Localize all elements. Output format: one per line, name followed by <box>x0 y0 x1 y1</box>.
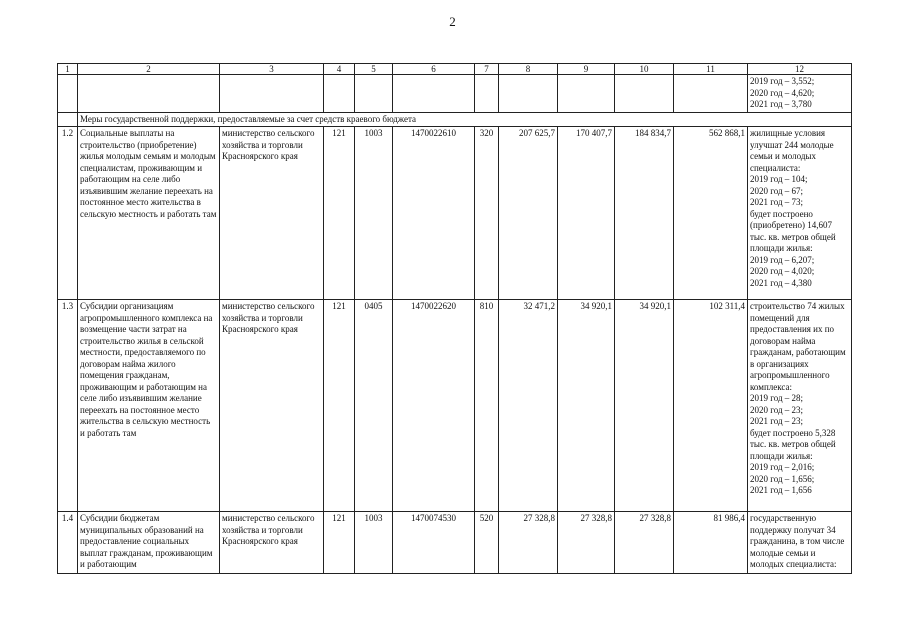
executor: министерство сельского хозяйства и торговли Красноярского края <box>220 512 324 574</box>
column-header: 12 <box>748 64 852 75</box>
column-header: 1 <box>58 64 78 75</box>
csr-code: 1470022610 <box>393 127 475 300</box>
amount-total: 81 986,4 <box>674 512 748 574</box>
csr-code: 1470022620 <box>393 300 475 512</box>
column-header: 4 <box>324 64 355 75</box>
measure-name: Субсидии бюджетам муниципальных образований на предоставление социальных выплат гражданам, проживающим и работающим <box>78 512 220 574</box>
column-header: 3 <box>220 64 324 75</box>
expected-result: строительство 74 жилых помещений для предоставления их по договорам найма гражданам, работающим в организациях агропромышленного комплекса: 2019 год – 28; 2020 год – 23; 2021 год – 23; будет построено 5,328 тыс. кв. метров общей площади жилья: 2019 год – 2,016; 2020 год – 1,656; 2021 год – 1,656 <box>748 300 852 512</box>
page-number: 2 <box>449 14 456 29</box>
column-header: 8 <box>499 64 558 75</box>
executor: министерство сельского хозяйства и торговли Красноярского края <box>220 300 324 512</box>
amount-total: 102 311,4 <box>674 300 748 512</box>
vr-code: 810 <box>475 300 499 512</box>
amount-2020: 34 920,1 <box>558 300 615 512</box>
row-number: 1.3 <box>58 300 78 512</box>
column-header: 5 <box>355 64 393 75</box>
carryover-result-cell: 2019 год – 3,552; 2020 год – 4,620; 2021 год – 3,780 <box>748 75 852 113</box>
amount-2020: 170 407,7 <box>558 127 615 300</box>
amount-2019: 207 625,7 <box>499 127 558 300</box>
amount-total: 562 868,1 <box>674 127 748 300</box>
amount-2021: 27 328,8 <box>615 512 674 574</box>
amount-2019: 32 471,2 <box>499 300 558 512</box>
rzpr-code: 0405 <box>355 300 393 512</box>
table-row <box>58 127 852 300</box>
expected-result: государственную поддержку получат 34 гражданина, в том числе молодые семьи и молодых специалиста: <box>748 512 852 574</box>
grbs-code: 121 <box>324 127 355 300</box>
grbs-code: 121 <box>324 300 355 512</box>
column-header: 6 <box>393 64 475 75</box>
column-header: 2 <box>78 64 220 75</box>
expected-result: жилищные условия улучшат 244 молодые семьи и молодых специалиста: 2019 год – 104; 2020 год – 67; 2021 год – 73; будет построено (приобретено) 14,607 тыс. кв. метров общей площади жилья: 2019 год – 6,207; 2020 год – 4,020; 2021 год – 4,380 <box>748 127 852 300</box>
executor: министерство сельского хозяйства и торговли Красноярского края <box>220 127 324 300</box>
measure-name: Социальные выплаты на строительство (приобретение) жилья молодым семьям и молодым специалистам, проживающим и работающим на селе либо изъявившим желание переехать на постоянное место жительства в сельскую местность и работать там <box>78 127 220 300</box>
amount-2021: 34 920,1 <box>615 300 674 512</box>
column-header: 11 <box>674 64 748 75</box>
carryover-row <box>58 75 852 113</box>
column-header: 10 <box>615 64 674 75</box>
column-header: 7 <box>475 64 499 75</box>
grbs-code: 121 <box>324 512 355 574</box>
row-number: 1.4 <box>58 512 78 574</box>
section-title: Меры государственной поддержки, предоставляемые за счет средств краевого бюджета <box>78 112 852 127</box>
vr-code: 320 <box>475 127 499 300</box>
csr-code: 1470074530 <box>393 512 475 574</box>
rzpr-code: 1003 <box>355 127 393 300</box>
amount-2020: 27 328,8 <box>558 512 615 574</box>
column-header: 9 <box>558 64 615 75</box>
row-number: 1.2 <box>58 127 78 300</box>
amount-2021: 184 834,7 <box>615 127 674 300</box>
rzpr-code: 1003 <box>355 512 393 574</box>
column-number-row <box>58 64 852 75</box>
table-row <box>58 300 852 512</box>
vr-code: 520 <box>475 512 499 574</box>
amount-2019: 27 328,8 <box>499 512 558 574</box>
measure-name: Субсидии организациям агропромышленного комплекса на возмещение части затрат на строительство жилья в сельской местности, предоставляемого по договорам найма жилого помещения гражданам, проживающим и работающим на селе либо изъявившим желание переехать на постоянное место жительства в сельскую местность и работать там <box>78 300 220 512</box>
section-title-row <box>58 112 852 127</box>
budget-measures-table <box>57 63 852 574</box>
table-row <box>58 512 852 574</box>
